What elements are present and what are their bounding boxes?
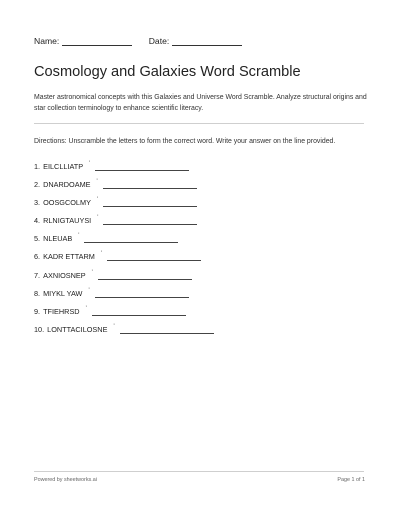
tick-mark: ': [78, 233, 80, 240]
date-label: Date:: [148, 36, 170, 46]
top-divider: [34, 123, 364, 124]
answer-line[interactable]: [120, 325, 214, 334]
scrambled-word: RLNIGTAUYSI: [43, 216, 92, 226]
answer-line[interactable]: [98, 271, 192, 280]
answer-line[interactable]: [92, 307, 186, 316]
scramble-item: [34, 289, 214, 307]
footer-powered-by: Powered by sheetworks.ai: [34, 477, 97, 483]
item-number: 7.: [34, 270, 41, 280]
item-number: 2.: [34, 180, 41, 190]
scrambled-word: DNARDOAME: [43, 180, 91, 190]
answer-line[interactable]: [107, 252, 201, 261]
tick-mark: ': [88, 287, 90, 294]
answer-line[interactable]: [103, 198, 197, 207]
scrambled-word: OOSGCOLMY: [43, 198, 91, 208]
tick-mark: ': [100, 251, 103, 258]
scramble-list: [34, 162, 214, 343]
scrambled-word: MIYKL YAW: [43, 288, 83, 298]
answer-line[interactable]: [84, 234, 178, 243]
tick-mark: ': [96, 197, 99, 204]
scramble-item: [34, 198, 214, 216]
page-title: Cosmology and Galaxies Word Scramble: [34, 64, 301, 80]
name-label: Name:: [34, 36, 60, 46]
footer-divider: [34, 471, 364, 472]
item-number: 6.: [34, 252, 41, 262]
scrambled-word: EILCLLIATP: [43, 162, 84, 171]
scramble-item: [34, 271, 214, 289]
scramble-item: [34, 180, 214, 198]
item-number: 1.: [34, 162, 41, 171]
scramble-item: [34, 307, 214, 325]
item-number: 9.: [34, 306, 41, 316]
tick-mark: ': [97, 215, 99, 222]
scrambled-word: LONTTACILOSNE: [47, 324, 108, 334]
answer-line[interactable]: [95, 289, 189, 298]
scrambled-word: NLEUAB: [43, 234, 73, 244]
scramble-item: [34, 234, 214, 252]
directions-text: Unscramble the letters to form the correct word. Write your answer on the line provided.: [66, 138, 336, 145]
item-number: 10.: [34, 324, 45, 334]
date-blank-line[interactable]: [172, 45, 242, 46]
item-number: 3.: [34, 198, 41, 208]
item-number: 8.: [34, 288, 41, 298]
scrambled-word: TFIEHRSD: [43, 306, 80, 316]
tick-mark: ': [89, 161, 91, 167]
scramble-item: [34, 216, 214, 234]
intro-paragraph: Master astronomical concepts with this Galaxies and Universe Word Scramble. Analyze structural origins and star collection terminology to enhance scientific literacy.: [34, 94, 367, 112]
scramble-item: [34, 162, 214, 180]
scrambled-word: KADR ETTARM: [43, 252, 95, 262]
directions: [34, 138, 335, 145]
name-blank-line[interactable]: [62, 45, 132, 46]
tick-mark: ': [113, 323, 115, 330]
name-date-row: [34, 36, 256, 46]
scramble-item: [34, 252, 214, 270]
answer-line[interactable]: [103, 180, 197, 189]
scrambled-word: AXNIOSNEP: [43, 270, 86, 280]
answer-line[interactable]: [95, 162, 189, 171]
tick-mark: ': [96, 179, 98, 186]
tick-mark: ': [91, 269, 93, 276]
directions-label: Directions:: [34, 138, 67, 145]
item-number: 5.: [34, 234, 41, 244]
tick-mark: ': [85, 305, 87, 312]
scramble-item: [34, 325, 214, 343]
item-number: 4.: [34, 216, 41, 226]
answer-line[interactable]: [103, 216, 197, 225]
footer-page-number: Page 1 of 1: [337, 477, 365, 483]
